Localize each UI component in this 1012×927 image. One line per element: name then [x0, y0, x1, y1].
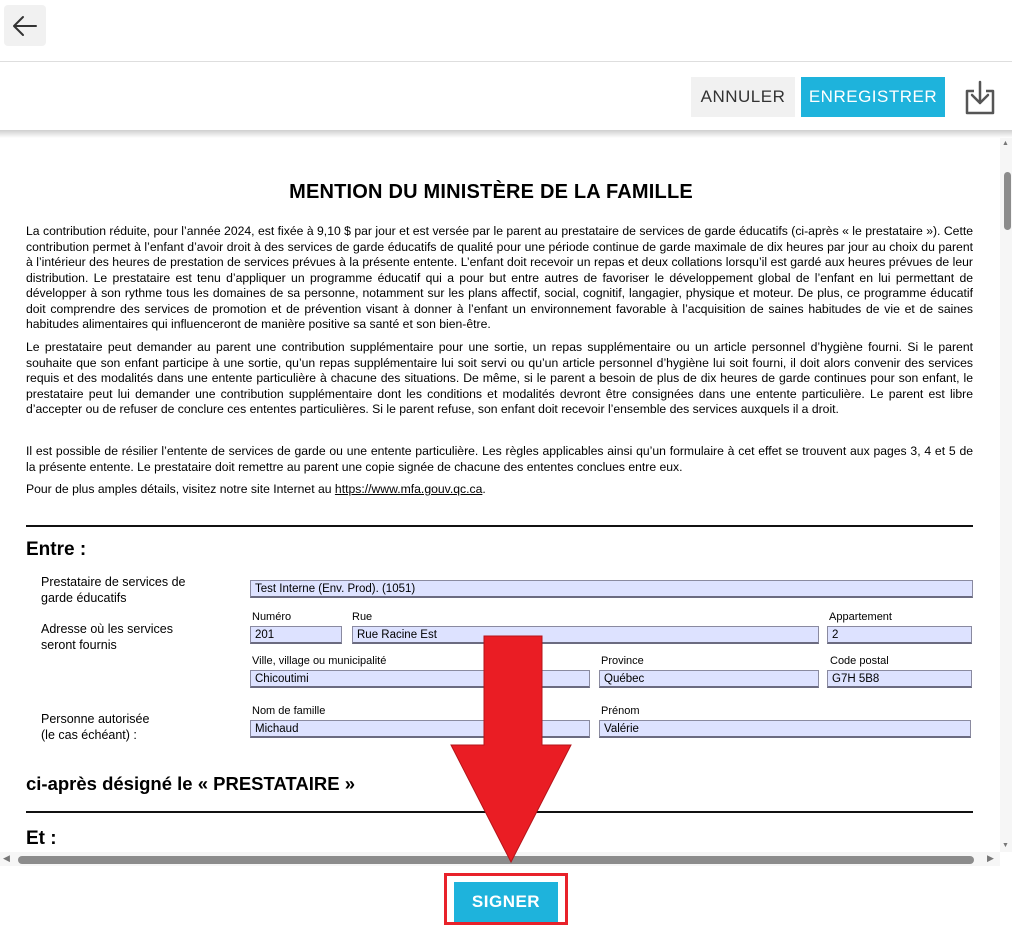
label-adresse: Adresse où les services seront fournis	[41, 622, 174, 652]
field-ville[interactable]: Chicoutimi	[250, 670, 590, 688]
label-prestataire: Prestataire de services de garde éducatifs	[41, 575, 186, 605]
paragraph-resiliation: Il est possible de résilier l’entente de services de garde ou une entente particulière. Les règles applicables ainsi qu’un formulaire à cet effet se trouvent aux pages 3, 4 et 5 de la présente entente. Le prestataire doit remettre au parent une copie signée de chacune des ententes conclues entre eux.	[26, 444, 973, 474]
field-province[interactable]: Québec	[599, 670, 819, 688]
section-divider-2	[26, 811, 973, 813]
download-icon	[962, 80, 998, 116]
label-personne: Personne autorisée (le cas échéant) :	[41, 712, 150, 742]
mfa-website-link[interactable]: https://www.mfa.gouv.qc.ca	[334, 482, 483, 496]
back-button[interactable]	[4, 5, 46, 46]
scroll-down-icon[interactable]: ▼	[1002, 842, 1009, 849]
label-ville: Ville, village ou municipalité	[252, 655, 387, 667]
field-nom[interactable]: Michaud	[250, 720, 590, 738]
label-nom: Nom de famille	[252, 705, 326, 717]
scroll-right-icon[interactable]: ▶	[987, 853, 994, 863]
details-suffix: .	[482, 482, 486, 496]
paragraph-details	[26, 482, 973, 498]
document-viewer[interactable]	[0, 138, 1000, 852]
section-entre-heading: Entre :	[26, 539, 87, 560]
horizontal-scroll-thumb[interactable]	[18, 856, 974, 864]
field-rue[interactable]: Rue Racine Est	[352, 626, 819, 644]
vertical-scrollbar[interactable]	[1000, 138, 1012, 852]
section-et-heading: Et :	[26, 828, 57, 849]
label-province: Province	[601, 655, 644, 667]
arrow-left-icon	[12, 15, 38, 37]
field-prenom[interactable]: Valérie	[599, 720, 971, 738]
download-button[interactable]	[962, 80, 998, 116]
scroll-left-icon[interactable]: ◀	[3, 853, 10, 863]
field-prestataire[interactable]: Test Interne (Env. Prod). (1051)	[250, 580, 973, 598]
field-appartement[interactable]: 2	[827, 626, 972, 644]
scroll-up-icon[interactable]: ▲	[1002, 140, 1009, 147]
field-numero[interactable]: 201	[250, 626, 342, 644]
paragraph-supplementary: Le prestataire peut demander au parent une contribution supplémentaire pour une sortie, un repas supplémentaire ou un article personnel d’hygiène fourni. Si le parent souhaite que son enfant participe à une sortie, qu’un repas supplémentaire lui soit servi ou qu’un article personnel d’hygiène lui soit fourni, il doit alors convenir des services requis et des modalités dans une entente particulière à chacune des situations. De même, si le parent a besoin de plus de dix heures de garde continues pour son enfant, le prestataire peut lui demander une contribution supplémentaire dont les conditions et modalités devront être consignées dans une entente particulière. Le parent est libre d’accepter ou de refuser de conclure ces ententes particulières. Si le parent refuse, son enfant doit recevoir l’ensemble des services auxquels il a droit.	[26, 340, 973, 416]
toolbar-shadow	[0, 130, 1012, 138]
designation-heading: ci-après désigné le « PRESTATAIRE »	[26, 773, 355, 794]
paragraph-contribution: La contribution réduite, pour l’année 2024, est fixée à 9,10 $ par jour et est versée par le parent au prestataire de services de garde éducatifs (ci-après « le prestataire »). Cette contribution permet à l’enfant d’avoir droit à des services de garde éducatifs de qualité pour une période continue de garde maximale de dix heures par jour au choix du parent à l’intérieur des heures de prestation de services prévues à la présente entente. L’enfant doit recevoir un repas et deux collations lorsqu’il est gardé aux heures prévues de leur distribution. Le prestataire est tenu d’appliquer un programme éducatif qui a pour but entre autres de favoriser le développement global de l’enfant en lui permettant de développer à son rythme tous les domaines de sa personne, notamment sur les plans affectif, social, cognitif, langagier, physique et moteur. De plus, ce programme éducatif doit comprendre des services de promotion et de prévention visant à donner à l’enfant un environnement favorable à l’acquisition de saines habitudes de vie et de saines habitudes alimentaires qui influenceront de manière positive sa santé et son bien-être.	[26, 224, 973, 331]
details-text: Pour de plus amples détails, visitez notre site Internet au	[26, 482, 335, 496]
sign-button[interactable]: SIGNER	[454, 882, 558, 922]
save-button[interactable]: ENREGISTRER	[801, 77, 945, 117]
label-rue: Rue	[352, 611, 373, 623]
document-title: MENTION DU MINISTÈRE DE LA FAMILLE	[289, 181, 693, 203]
vertical-scroll-thumb[interactable]	[1004, 172, 1011, 230]
label-numero: Numéro	[252, 611, 292, 623]
field-code-postal[interactable]: G7H 5B8	[827, 670, 972, 688]
section-divider	[26, 525, 973, 527]
label-prenom: Prénom	[601, 705, 640, 717]
label-code-postal: Code postal	[830, 655, 889, 667]
label-appartement: Appartement	[829, 611, 892, 623]
cancel-button[interactable]: ANNULER	[691, 77, 795, 117]
